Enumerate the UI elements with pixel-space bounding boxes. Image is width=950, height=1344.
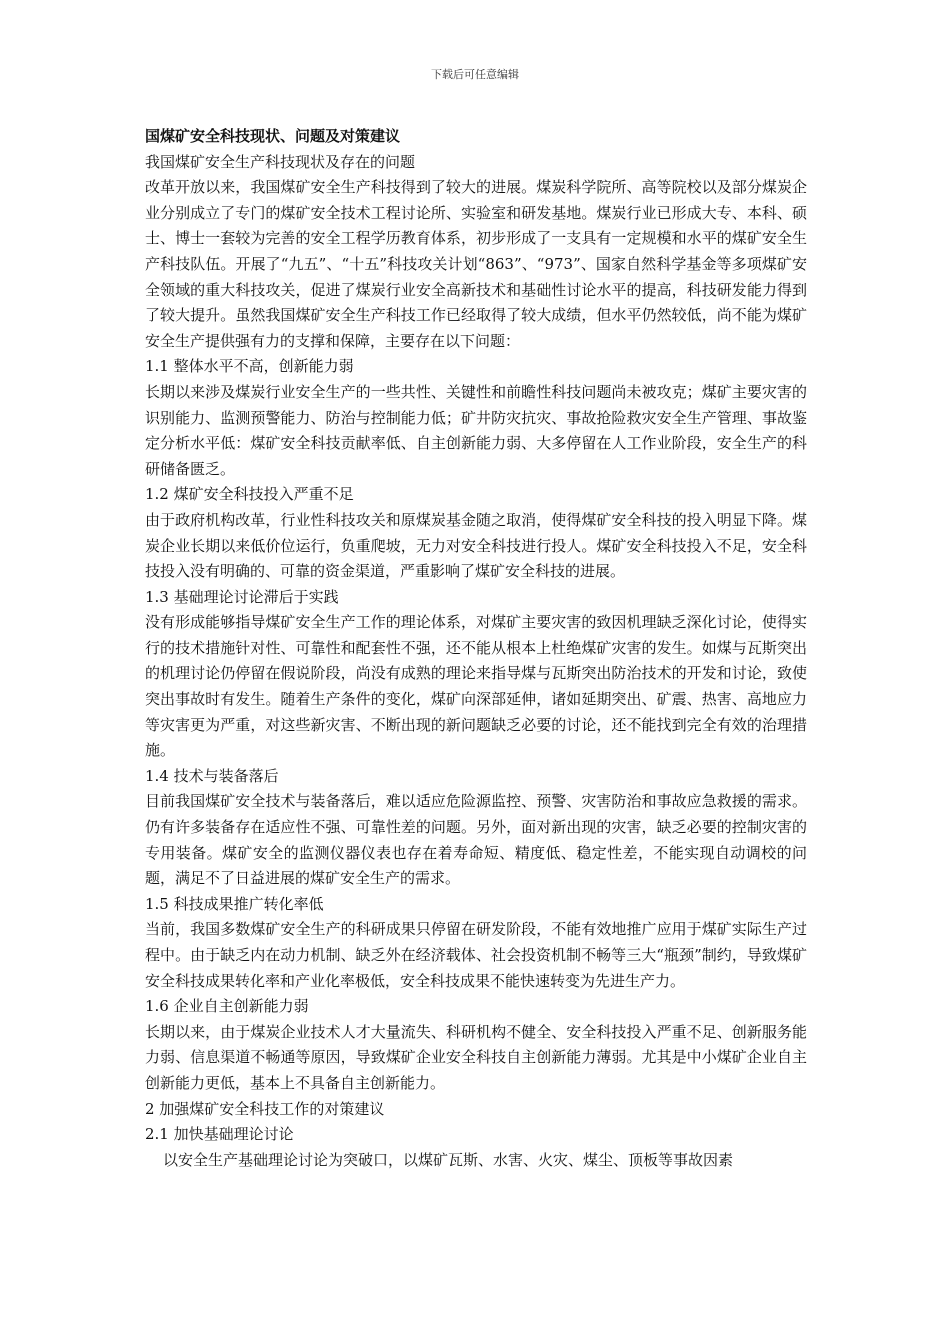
document-body [145, 124, 807, 1173]
section-heading: 2.1 加快基础理论讨论 [145, 1125, 294, 1144]
document-title: 国煤矿安全科技现状、问题及对策建议 [145, 127, 401, 145]
section-heading: 我国煤矿安全生产科技现状及存在的问题 [145, 152, 416, 171]
paragraph: 目前我国煤矿安全技术与装备落后，难以适应危险源监控、预警、灾害防治和事故应急救援的需求。仍有许多装备存在适应性不强、可靠性差的问题。另外，面对新出现的灾害，缺乏必要的控制灾害的专用装备。煤矿安全的监测仪器仪表也存在着寿命短、精度低、稳定性差，不能实现自动调校的问题，满足不了日益进展的煤矿安全生产的需求。 [145, 792, 807, 888]
paragraph: 没有形成能够指导煤矿安全生产工作的理论体系，对煤矿主要灾害的致因机理缺乏深化讨论，使得实行的技术措施针对性、可靠性和配套性不强，还不能从根本上杜绝煤矿灾害的发生。如煤与瓦斯突出的机理讨论仍停留在假说阶段，尚没有成熟的理论来指导煤与瓦斯突出防治技术的开发和讨论，致使突出事故时有发生。随着生产条件的变化，煤矿向深部延伸，诸如延期突出、矿震、热害、高地应力等灾害更为严重，对这些新灾害、不断出现的新问题缺乏必要的讨论，还不能找到完全有效的治理措施。 [145, 613, 807, 760]
section-heading: 2 加强煤矿安全科技工作的对策建议 [145, 1099, 385, 1118]
paragraph: 长期以来涉及煤炭行业安全生产的一些共性、关键性和前瞻性科技问题尚未被攻克；煤矿主要灾害的识别能力、监测预警能力、防治与控制能力低；矿井防灾抗灾、事故抢险救灾安全生产管理、事故鉴定分析水平低：煤矿安全科技贡献率低、自主创新能力弱、大多停留在人工作业阶段，安全生产的科研储备匮乏。 [145, 382, 807, 478]
paragraph: 以安全生产基础理论讨论为突破口，以煤矿瓦斯、水害、火灾、煤尘、顶板等事故因素 [163, 1150, 734, 1169]
section-heading: 1.1 整体水平不高，创新能力弱 [145, 357, 354, 376]
section-heading: 1.3 基础理论讨论滞后于实践 [145, 587, 339, 606]
paragraph: 长期以来，由于煤炭企业技术人才大量流失、科研机构不健全、安全科技投入严重不足、创新服务能力弱、信息渠道不畅通等原因，导致煤矿企业安全科技自主创新能力薄弱。尤其是中小煤矿企业自主创新能力更低，基本上不具备自主创新能力。 [145, 1022, 807, 1092]
page-header: 下载后可任意编辑 [431, 68, 519, 81]
paragraph: 当前，我国多数煤矿安全生产的科研成果只停留在研发阶段，不能有效地推广应用于煤矿实际生产过程中。由于缺乏内在动力机制、缺乏外在经济载体、社会投资机制不畅等三大“瓶颈”制约，导致煤矿安全科技成果转化率和产业化率极低，安全科技成果不能快速转变为先进生产力。 [145, 920, 807, 990]
paragraph: 改革开放以来，我国煤矿安全生产科技得到了较大的进展。煤炭科学院所、高等院校以及部分煤炭企业分别成立了专门的煤矿安全技术工程讨论所、实验室和研发基地。煤炭行业已形成大专、本科、硕士、博士一套较为完善的安全工程学历教育体系，初步形成了一支具有一定规模和水平的煤矿安全生产科技队伍。开展了“九五”、“十五”科技攻关计划“863”、“973”、国家自然科学基金等多项煤矿安全领域的重大科技攻关，促进了煤炭行业安全高新技术和基础性讨论水平的提高，科技研发能力得到了较大提升。虽然我国煤矿安全生产科技工作已经取得了较大成绩，但水平仍然较低，尚不能为煤矿安全生产提供强有力的支撑和保障，主要存在以下问题： [145, 178, 807, 350]
section-heading: 1.5 科技成果推广转化率低 [145, 894, 324, 913]
section-heading: 1.2 煤矿安全科技投入严重不足 [145, 485, 354, 504]
paragraph: 由于政府机构改革，行业性科技攻关和原煤炭基金随之取消，使得煤矿安全科技的投入明显下降。煤炭企业长期以来低价位运行，负重爬坡，无力对安全科技进行投人。煤矿安全科技投入不足，安全科技投入没有明确的、可靠的资金渠道，严重影响了煤矿安全科技的进展。 [145, 510, 807, 581]
section-heading: 1.6 企业自主创新能力弱 [145, 997, 309, 1016]
section-heading: 1.4 技术与装备落后 [145, 766, 279, 785]
